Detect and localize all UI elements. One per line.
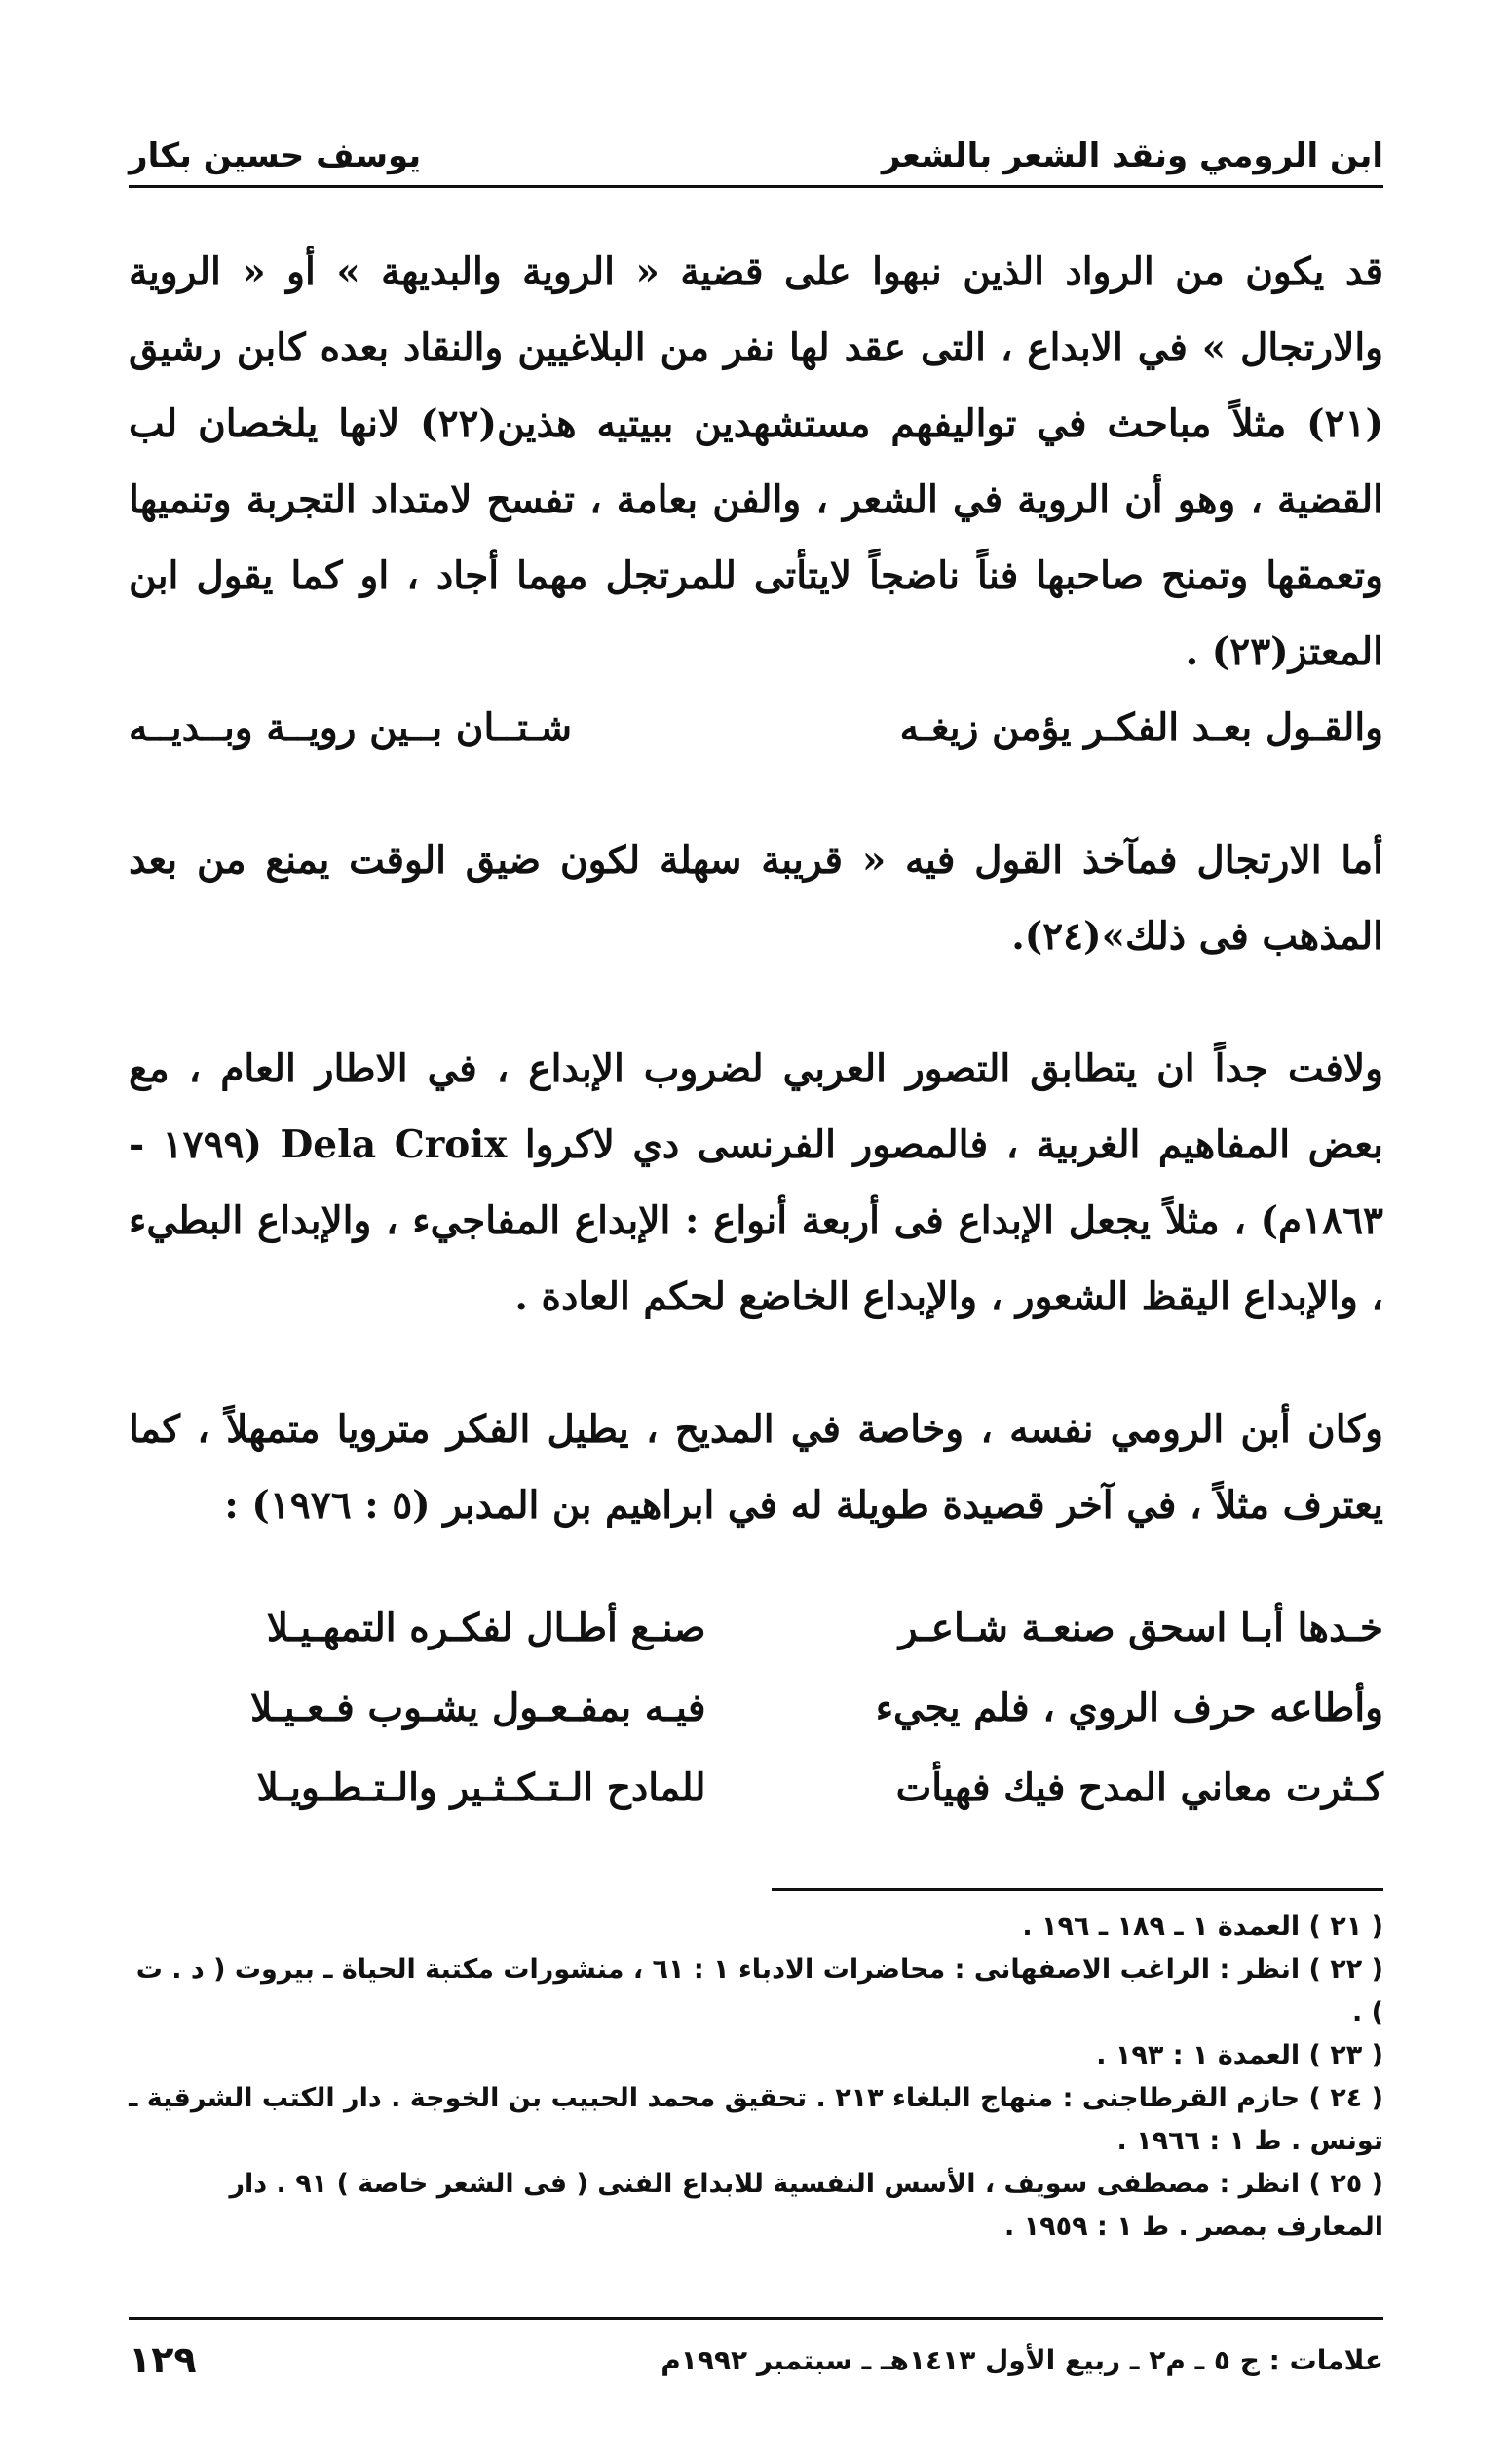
journal-info: علامات : ج ٥ ـ م٢ ـ ربيع الأول ١٤١٣هـ ـ سبتمبر ١٩٩٢م	[661, 2343, 1383, 2376]
paragraph-2: أما الارتجال فمآخذ القول فيه « قريبة سهلة لكون ضيق الوقت يمنع من بعد المذهب فى ذلك»(٢٤).	[129, 838, 1383, 959]
poem-first-hemistich: كـثرت معاني المدح فيك فهيأت	[895, 1765, 1383, 1810]
footnote-24: ( ٢٤ ) حازم القرطاجنى : منهاج البلغاء ٢١٣ . تحقيق محمد الحبيب بن الخوجة . دار الكتب الشرقية ـ تونس . ط ١ : ١٩٦٦ .	[129, 2083, 1383, 2156]
verse-1-first-hemistich: والقـول بعـد الفكـر يؤمن زيغـه	[899, 705, 1383, 750]
poem-first-hemistich: خـدها أبـا اسحق صنعـة شـاعـر	[898, 1606, 1383, 1650]
footnote-23: ( ٢٣ ) العمدة ١ : ١٩٣ .	[1096, 2040, 1383, 2070]
running-header	[129, 115, 1383, 188]
paragraph-4: وكان أبن الرومي نفسه ، وخاصة في المديح ، يطيل الفكر مترويا متمهلاً ، كما يعترف مثلاً ، في آخر قصيدة طويلة له في ابراهيم بن المدبر (٥ : ١٩٧٦) :	[129, 1407, 1383, 1528]
footnote-25: ( ٢٥ ) انظر : مصطفى سويف ، الأسس النفسية للابداع الفنى ( فى الشعر خاصة ) ٩١ . دار المعارف بمصر . ط ١ : ١٩٥٩ .	[229, 2169, 1383, 2242]
paragraph-3: ولافت جداً ان يتطابق التصور العربي لضروب الإبداع ، في الاطار العام ، مع بعض المفاهيم الغربية ، فالمصور الفرنسى دي لاكروا Dela Croix (١٧٩٩ - ١٨٦٣م) ، مثلاً يجعل الإبداع فى أربعة أنواع : الإبداع المفاجيء ، والإبداع البطيء ، والإبداع اليقظ الشعور ، والإبداع الخاضع لحكم العادة .	[129, 1046, 1384, 1319]
body-text	[129, 234, 1383, 1828]
paragraph-1: قد يكون من الرواد الذين نبهوا على قضية « الروية والبديهة » أو « الروية والارتجال » في الابداع ، التى عقد لها نفر من البلاغيين والنقاد بعده كابن رشيق (٢١) مثلاً مباحث في تواليفهم مستشهدين ببيتيه هذين(٢٢) لانها يلخصان لب القضية ، وهو أن الروية في الشعر ، والفن بعامة ، تفسح لامتداد التجربة وتنميها وتعمقها وتمنح صاحبها فناً ناضجاً لايتأتى للمرتجل مهما أجاد ، او كما يقول ابن المعتز(٢٣) .	[129, 249, 1383, 674]
page-number: ١٢٩	[129, 2338, 197, 2381]
poem-first-hemistich: وأطاعه حرف الروي ، فلم يجيء	[875, 1686, 1383, 1730]
poem-second-hemistich: فيـه بمفـعـول يشـوب فـعـيـلا	[250, 1686, 706, 1730]
poem-second-hemistich: للمادح الـتـكـثـير والـتـطـويـلا	[256, 1765, 706, 1810]
header-title: ابن الرومي ونقد الشعر بالشعر	[881, 136, 1383, 175]
footer-rule	[129, 2317, 1383, 2320]
footnote-separator	[772, 1888, 1383, 1891]
verse-1-second-hemistich: شـتــان بــين رويــة وبــديــه	[129, 705, 573, 750]
footnote-22: ( ٢٢ ) انظر : الراغب الاصفهانى : محاضرات الادباء ١ : ٦١ ، منشورات مكتبة الحياة ـ بيروت ( د . ت ) .	[135, 1954, 1383, 2027]
poem-second-hemistich: صنـع أطـال لفكـره التمهـيـلا	[266, 1606, 706, 1650]
verse-1	[129, 690, 1383, 766]
poem-verse	[129, 1748, 1383, 1828]
poem	[129, 1588, 1383, 1828]
footnote-21: ( ٢١ ) العمدة ١ ـ ١٨٩ ـ ١٩٦ .	[1022, 1912, 1383, 1942]
footnotes	[129, 1906, 1383, 2249]
header-author: يوسف حسين بكار	[129, 136, 422, 175]
poem-verse	[129, 1588, 1383, 1668]
poem-verse	[129, 1668, 1383, 1748]
page-footer	[129, 2330, 1383, 2389]
